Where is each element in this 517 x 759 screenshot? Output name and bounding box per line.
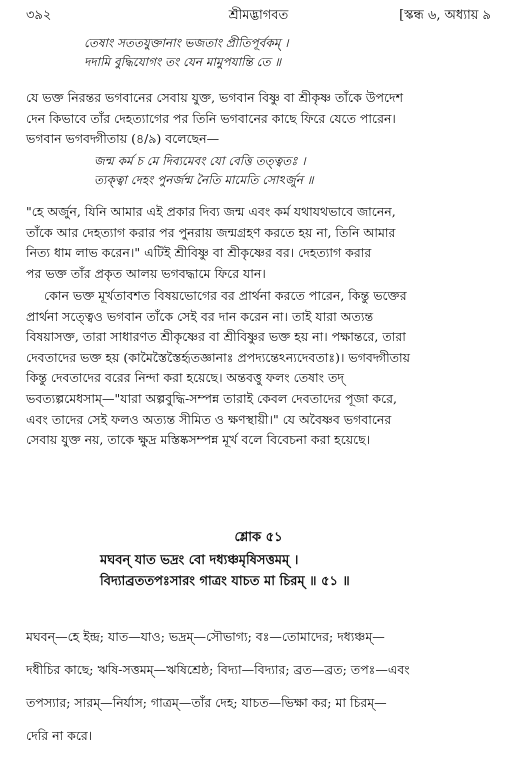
text-line: দেরি না করে। xyxy=(26,727,93,743)
verse-line: জন্ম কর্ম চ মে দিব্যমেবং যো বেত্তি তত্ত্বতঃ । xyxy=(94,154,306,168)
shloka-heading: শ্লোক ৫১ xyxy=(234,530,283,545)
text-line: কিন্তু দেবতাদের বরের নিন্দা করা হয়েছে। অন্তবত্তু ফলং তেষাং তদ্ xyxy=(26,370,344,386)
text-line: মঘবন্—হে ইন্দ্র; যাত—যাও; ভদ্রম্—সৌভাগ্য; বঃ—তোমাদের; দধ্যঞ্চম্— xyxy=(26,628,385,644)
text-line: সেবায় যুক্ত নয়, তাকে ক্ষুদ্র মস্তিষ্কসম্পন্ন মূর্খ বলে বিবেচনা করা হয়েছে। xyxy=(26,432,371,448)
text-line: "হে অর্জুন, যিনি আমার এই প্রকার দিব্য জন্ম এবং কর্ম যথাযথভাবে জানেন, xyxy=(26,204,396,219)
text-line: ভগবান ভগবদ্গীতায় (৪/৯) বলেছেন— xyxy=(26,131,220,147)
purport-paragraph-3 xyxy=(26,286,491,451)
verse-line: দদামি বুদ্ধিযোগং তং যেন মামুপযান্তি তে ॥ xyxy=(84,55,282,69)
text-line: তপস্যার; সারম্—নির্যাস; গাত্রম্—তাঁর দেহ; যাচত—ভিক্ষা কর; মা চিরম্— xyxy=(26,694,387,710)
purport-paragraph-2 xyxy=(26,202,491,284)
page-number: ৩৯২ xyxy=(26,8,52,23)
text-line: প্রার্থনা সত্ত্বেও ভগবান তাঁকে সেই বর দান করেন না। তাই যারা অত্যন্ত xyxy=(26,308,374,324)
text-line: ভবত্যল্পমেধসাম্—"যারা অল্পবুদ্ধি-সম্পন্ন তারাই কেবল দেবতাদের পূজা করে, xyxy=(26,390,398,406)
text-line: দেবতাদের ভক্ত হয় (কামৈস্তৈস্তৈর্হৃতজ্ঞানাঃ প্রপদ্যন্তেঽন্যদেবতাঃ)। ভগবদ্গীতায় xyxy=(26,349,411,365)
shloka-verse xyxy=(100,550,350,592)
verse-line: তেষাং সততযুক্তানাং ভজতাং প্রীতিপূর্বকম্ । xyxy=(84,36,289,50)
book-title: শ্রীমদ্ভাগবত xyxy=(228,8,289,23)
verse-line: ত্যক্ত্বা দেহং পুনর্জন্ম নৈতি মামেতি সোঽর্জুন ॥ xyxy=(94,173,314,187)
text-line: কোন ভক্ত মূর্খতাবশত বিষয়ভোগের বর প্রার্থনা করতে পারেন, কিন্তু ভক্তের xyxy=(44,288,407,303)
text-line: দেন কিভাবে তাঁর দেহত্যাগের পর তিনি ভগবানের কাছে ফিরে যেতে পারেন। xyxy=(26,110,396,126)
shloka-line: বিদ্যাব্রততপঃসারং গাত্রং যাচত মা চিরম্ ॥ ৫১ ॥ xyxy=(100,574,350,589)
chapter-reference: [স্কন্ধ ৬, অধ্যায় ৯ xyxy=(399,8,491,23)
text-line: তাঁকে আর দেহত্যাগ করার পর পুনরায় জন্মগ্রহণ করতে হয় না, তিনি আমার xyxy=(26,224,396,240)
shloka-line: মঘবন্ যাত ভদ্রং বো দধ্যঞ্চমৃষিসত্তমম্ । xyxy=(100,553,299,568)
verse-quote-1 xyxy=(84,34,491,72)
text-line: পর ভক্ত তাঁর প্রকৃত আলয় ভগবদ্ধামে ফিরে যান। xyxy=(26,265,266,281)
text-line: নিত্য ধাম লাভ করেন।" এটিই শ্রীবিষ্ণু বা শ্রীকৃষ্ণের বর। দেহত্যাগ করার xyxy=(26,245,372,261)
text-line: এবং তাদের সেই ফলও অত্যন্ত সীমিত ও ক্ষণস্থায়ী।" যে অবৈষ্ণব ভগবানের xyxy=(26,411,392,427)
page-header xyxy=(26,6,491,26)
purport-paragraph-1 xyxy=(26,88,491,150)
verse-quote-2 xyxy=(94,152,491,190)
text-line: দধীচির কাছে; ঋষি-সত্তমম্—ঋষিশ্রেষ্ঠ; বিদ্যা—বিদ্যার; ব্রত—ব্রত; তপঃ—এবং xyxy=(26,661,410,677)
text-line: যে ভক্ত নিরন্তর ভগবানের সেবায় যুক্ত, ভগবান বিষ্ণু বা শ্রীকৃষ্ণ তাঁকে উপদেশ xyxy=(26,90,403,105)
synonyms-section xyxy=(26,614,491,759)
text-line: বিষয়াসক্ত, তারা সাধারণত শ্রীকৃষ্ণের বা শ্রীবিষ্ণুর ভক্ত হয় না। পক্ষান্তরে, তারা xyxy=(26,329,406,345)
